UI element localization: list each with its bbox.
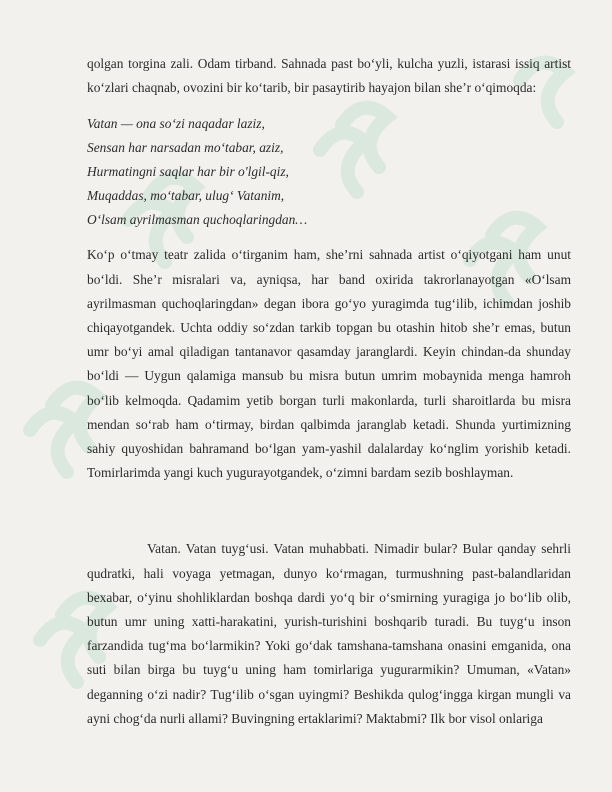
poem-line: Muqaddas, mo‘tabar, ulug‘ Vatanim, — [87, 187, 285, 203]
document-page — [87, 52, 571, 731]
poem-line: O‘lsam ayrilmasman quchoqlaringdan… — [87, 211, 308, 227]
poem-line: Sensan har narsadan mo‘tabar, aziz, — [87, 140, 284, 156]
body-paragraph-2: Ko‘p o‘tmay teatr zalida o‘tirganim ham, she’rni sahnada artist o‘qiyotgani ham unut bo‘ldi. She’r misralari va, ayniqsa, har band oxirida takrorlanayotgan «O‘lsam ayrilmasman quchoqlaringdan» degan ibora go‘yo yuragimda tug‘ilib, ichimdan joshib chiqayotgandek. Uchta oddiy so‘zdan tarkib topgan bu otashin hitob she’r emas, butun umr bo‘yi amal qiladigan tantanavor qasamday jaranglardi. Keyin chindan-da shunday bo‘ldi — Uygun qalamiga mansub bu misra butun umrim mobaynida menga hamroh bo‘lib kelmoqda. Qadamim yetib borgan turli makonlarda, turli sharoitlarda bu misra mendan so‘rab ham o‘tirmay, birdan qalbimda jaranglab ketadi. Shunda yurtimizning sahiy quyoshidan bahramand bo‘lgan yam-yashil dalalarday ko‘nglim yorishib ketadi. Tomirlarimda yangi kuch yugurayotgandek, o‘zimni bardam sezib boshlayman. — [87, 247, 571, 481]
body-paragraph-3: Vatan. Vatan tuyg‘usi. Vatan muhabbati. Nimadir bular? Bular qanday sehrli qudratki, hali voyaga yetmagan, dunyo ko‘rmagan, turmushning past-balandlaridan bexabar, o‘yinu shohliklardan boshqa dardi yo‘q bir o‘smirning yuragiga jo bo‘lib olib, butun umr uning xatti-harakatini, yurish-turishini boshqarib turadi. Bu tuyg‘u inson farzandida tug‘ma bo‘larmikin? Yoki go‘dak tamshana-tamshana onasini emganida, ona suti bilan birga bu tuyg‘u uning ham tomirlariga yugurarmikin? Umuman, «Vatan» deganning o‘zi nadir? Tug‘ilib o‘sgan uyingmi? Beshikda qulog‘ingga kirgan mungli va ayni chog‘da nurli allami? Buvingning ertaklarimi? Maktabmi? Ilk bor visol onlariga — [87, 541, 571, 726]
intro-paragraph: qolgan torgina zali. Odam tirband. Sahnada past bo‘yli, kulcha yuzli, istarasi issiq artist ko‘zlari chaqnab, ovozini bir ko‘tarib, bir pasaytirib hayajon bilan she’r o‘qimoqda: — [87, 56, 571, 96]
poem-line: Hurmatingni saqlar har bir o'lgil-qiz, — [87, 164, 289, 179]
poem-block — [87, 112, 571, 231]
poem-line: Vatan — ona so‘zi naqadar laziz, — [87, 116, 265, 132]
